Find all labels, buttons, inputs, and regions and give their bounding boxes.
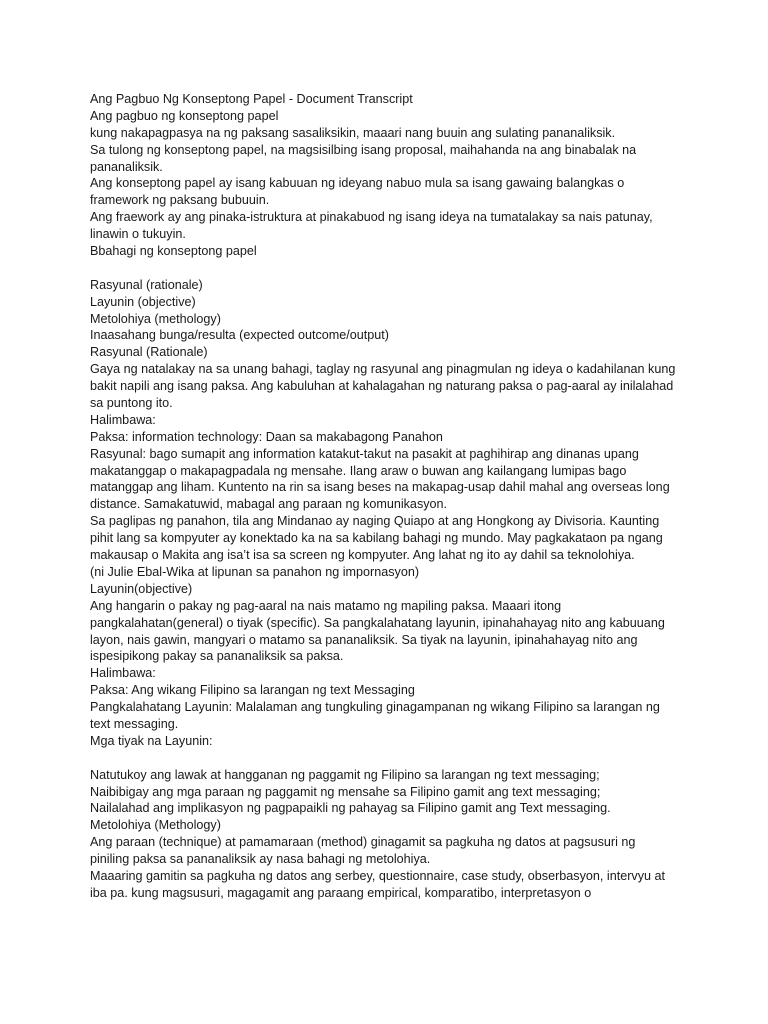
document-line: Halimbawa:	[90, 412, 156, 427]
document-line: Ang fraework ay ang pinaka-istruktura at pinakabuod ng isang ideya na tumatalakay sa nais patunay,	[90, 210, 653, 225]
document-line: Ang hangarin o pakay ng pag-aaral na nais matamo ng mapiling paksa. Maaari itong	[90, 598, 562, 613]
blank-line	[90, 750, 680, 767]
document-line: Gaya ng natalakay na sa unang bahagi, taglay ng rasyunal ang pinagmulan ng ideya o kadahilanan kung	[90, 362, 676, 377]
document-line: Layunin (objective)	[90, 294, 196, 309]
document-line: Metolohiya (Methology)	[90, 818, 221, 833]
document-line: Halimbawa:	[90, 666, 156, 681]
document-line: Maaaring gamitin sa pagkuha ng datos ang serbey, questionnaire, case study, obserbasyon, intervyu at	[90, 868, 665, 883]
document-line: Rasyunal: bago sumapit ang information katakut-takut na pasakit at paghihirap ang dinanas upang	[90, 446, 639, 461]
document-line: distance. Samakatuwid, mabagal ang paraan ng komunikasyon.	[90, 497, 448, 512]
document-line: iba pa. kung magsusuri, magagamit ang paraang empirical, komparatibo, interpretasyon o	[90, 885, 592, 900]
document-line: Pangkalahatang Layunin: Malalaman ang tungkuling ginagampanan ng wikang Filipino sa larangan ng	[90, 700, 660, 715]
document-line: Bbahagi ng konseptong papel	[90, 244, 257, 259]
document-line: makatanggap o makapagpadala ng mensahe. Ilang araw o buwan ang kailangang lumipas bago	[90, 463, 627, 478]
document-line: Rasyunal (rationale)	[90, 277, 203, 292]
blank-line	[90, 260, 680, 277]
document-line: Metolohiya (methology)	[90, 311, 221, 326]
document-line: Layunin(objective)	[90, 581, 193, 596]
document-line: Rasyunal (Rationale)	[90, 345, 208, 360]
document-line: Paksa: Ang wikang Filipino sa larangan ng text Messaging	[90, 683, 415, 698]
document-line: piniling paksa sa pananaliksik ay nasa bahagi ng metolohiya.	[90, 852, 431, 867]
document-line: Nailalahad ang implikasyon ng pagpapaikli ng pahayag sa Filipino gamit ang Text messaging.	[90, 801, 611, 816]
document-line: Sa tulong ng konseptong papel, na magsisilbing isang proposal, maihahanda na ang binabalak na	[90, 142, 637, 157]
document-line: text messaging.	[90, 716, 179, 731]
document-line: framework ng paksang bubuuin.	[90, 193, 270, 208]
document-line: bakit napili ang isang paksa. Ang kabuluhan at kahalagahan ng naturang paksa o pag-aaral ay inilalahad	[90, 379, 674, 394]
document-line: layon, nais gawin, mangyari o matamo sa pananaliksik. Sa tiyak na layunin, ipinahahayag nito ang	[90, 632, 638, 647]
document-line: ispesipikong pakay sa pananaliksik sa paksa.	[90, 649, 344, 664]
document-line: Natutukoy ang lawak at hangganan ng paggamit ng Filipino sa larangan ng text messaging;	[90, 767, 600, 782]
document-line: kung nakapagpasya na ng paksang sasaliksikin, maaari nang buuin ang sulating pananaliksik.	[90, 125, 616, 140]
document-line: (ni Julie Ebal-Wika at lipunan sa panahon ng impornasyon)	[90, 564, 420, 579]
document-line: Inaasahang bunga/resulta (expected outcome/output)	[90, 328, 389, 343]
document-line: Ang konseptong papel ay isang kabuuan ng ideyang nabuo mula sa isang gawaing balangkas o	[90, 176, 625, 191]
document-line: Mga tiyak na Layunin:	[90, 733, 213, 748]
document-body	[90, 91, 680, 902]
document-line: linawin o tukuyin.	[90, 227, 186, 242]
document-line: Ang pagbuo ng konseptong papel	[90, 108, 279, 123]
document-title: Ang Pagbuo Ng Konseptong Papel - Document Transcript	[90, 92, 413, 106]
document-line: pangkalahatan(general) o tiyak (specific). Sa pangkalahatang layunin, ipinahahayag nito ang kabuuang	[90, 615, 665, 630]
document-line: Naibibigay ang mga paraan ng paggamit ng mensahe sa Filipino gamit ang text messaging;	[90, 784, 601, 799]
document-line: Ang paraan (technique) at pamamaraan (method) ginagamit sa pagkuha ng datos at pagsusuri ng	[90, 835, 636, 850]
document-line: pihit lang sa kompyuter ay konektado ka na sa kabilang bahagi ng mundo. May pagkakataon pa ngang	[90, 531, 663, 546]
document-line: matanggap ang liham. Kuntento na rin sa isang beses na makapag-usap dahil mahal ang overseas long	[90, 480, 670, 495]
document-line: Sa paglipas ng panahon, tila ang Mindanao ay naging Quiapo at ang Hongkong ay Divisoria. Kaunting	[90, 514, 660, 529]
document-line: pananaliksik.	[90, 159, 163, 174]
document-line: Paksa: information technology: Daan sa makabagong Panahon	[90, 429, 443, 444]
document-line: makausap o Makita ang isa’t isa sa screen ng kompyuter. Ang lahat ng ito ay dahil sa teknolohiya.	[90, 548, 635, 563]
document-line: sa puntong ito.	[90, 396, 173, 411]
